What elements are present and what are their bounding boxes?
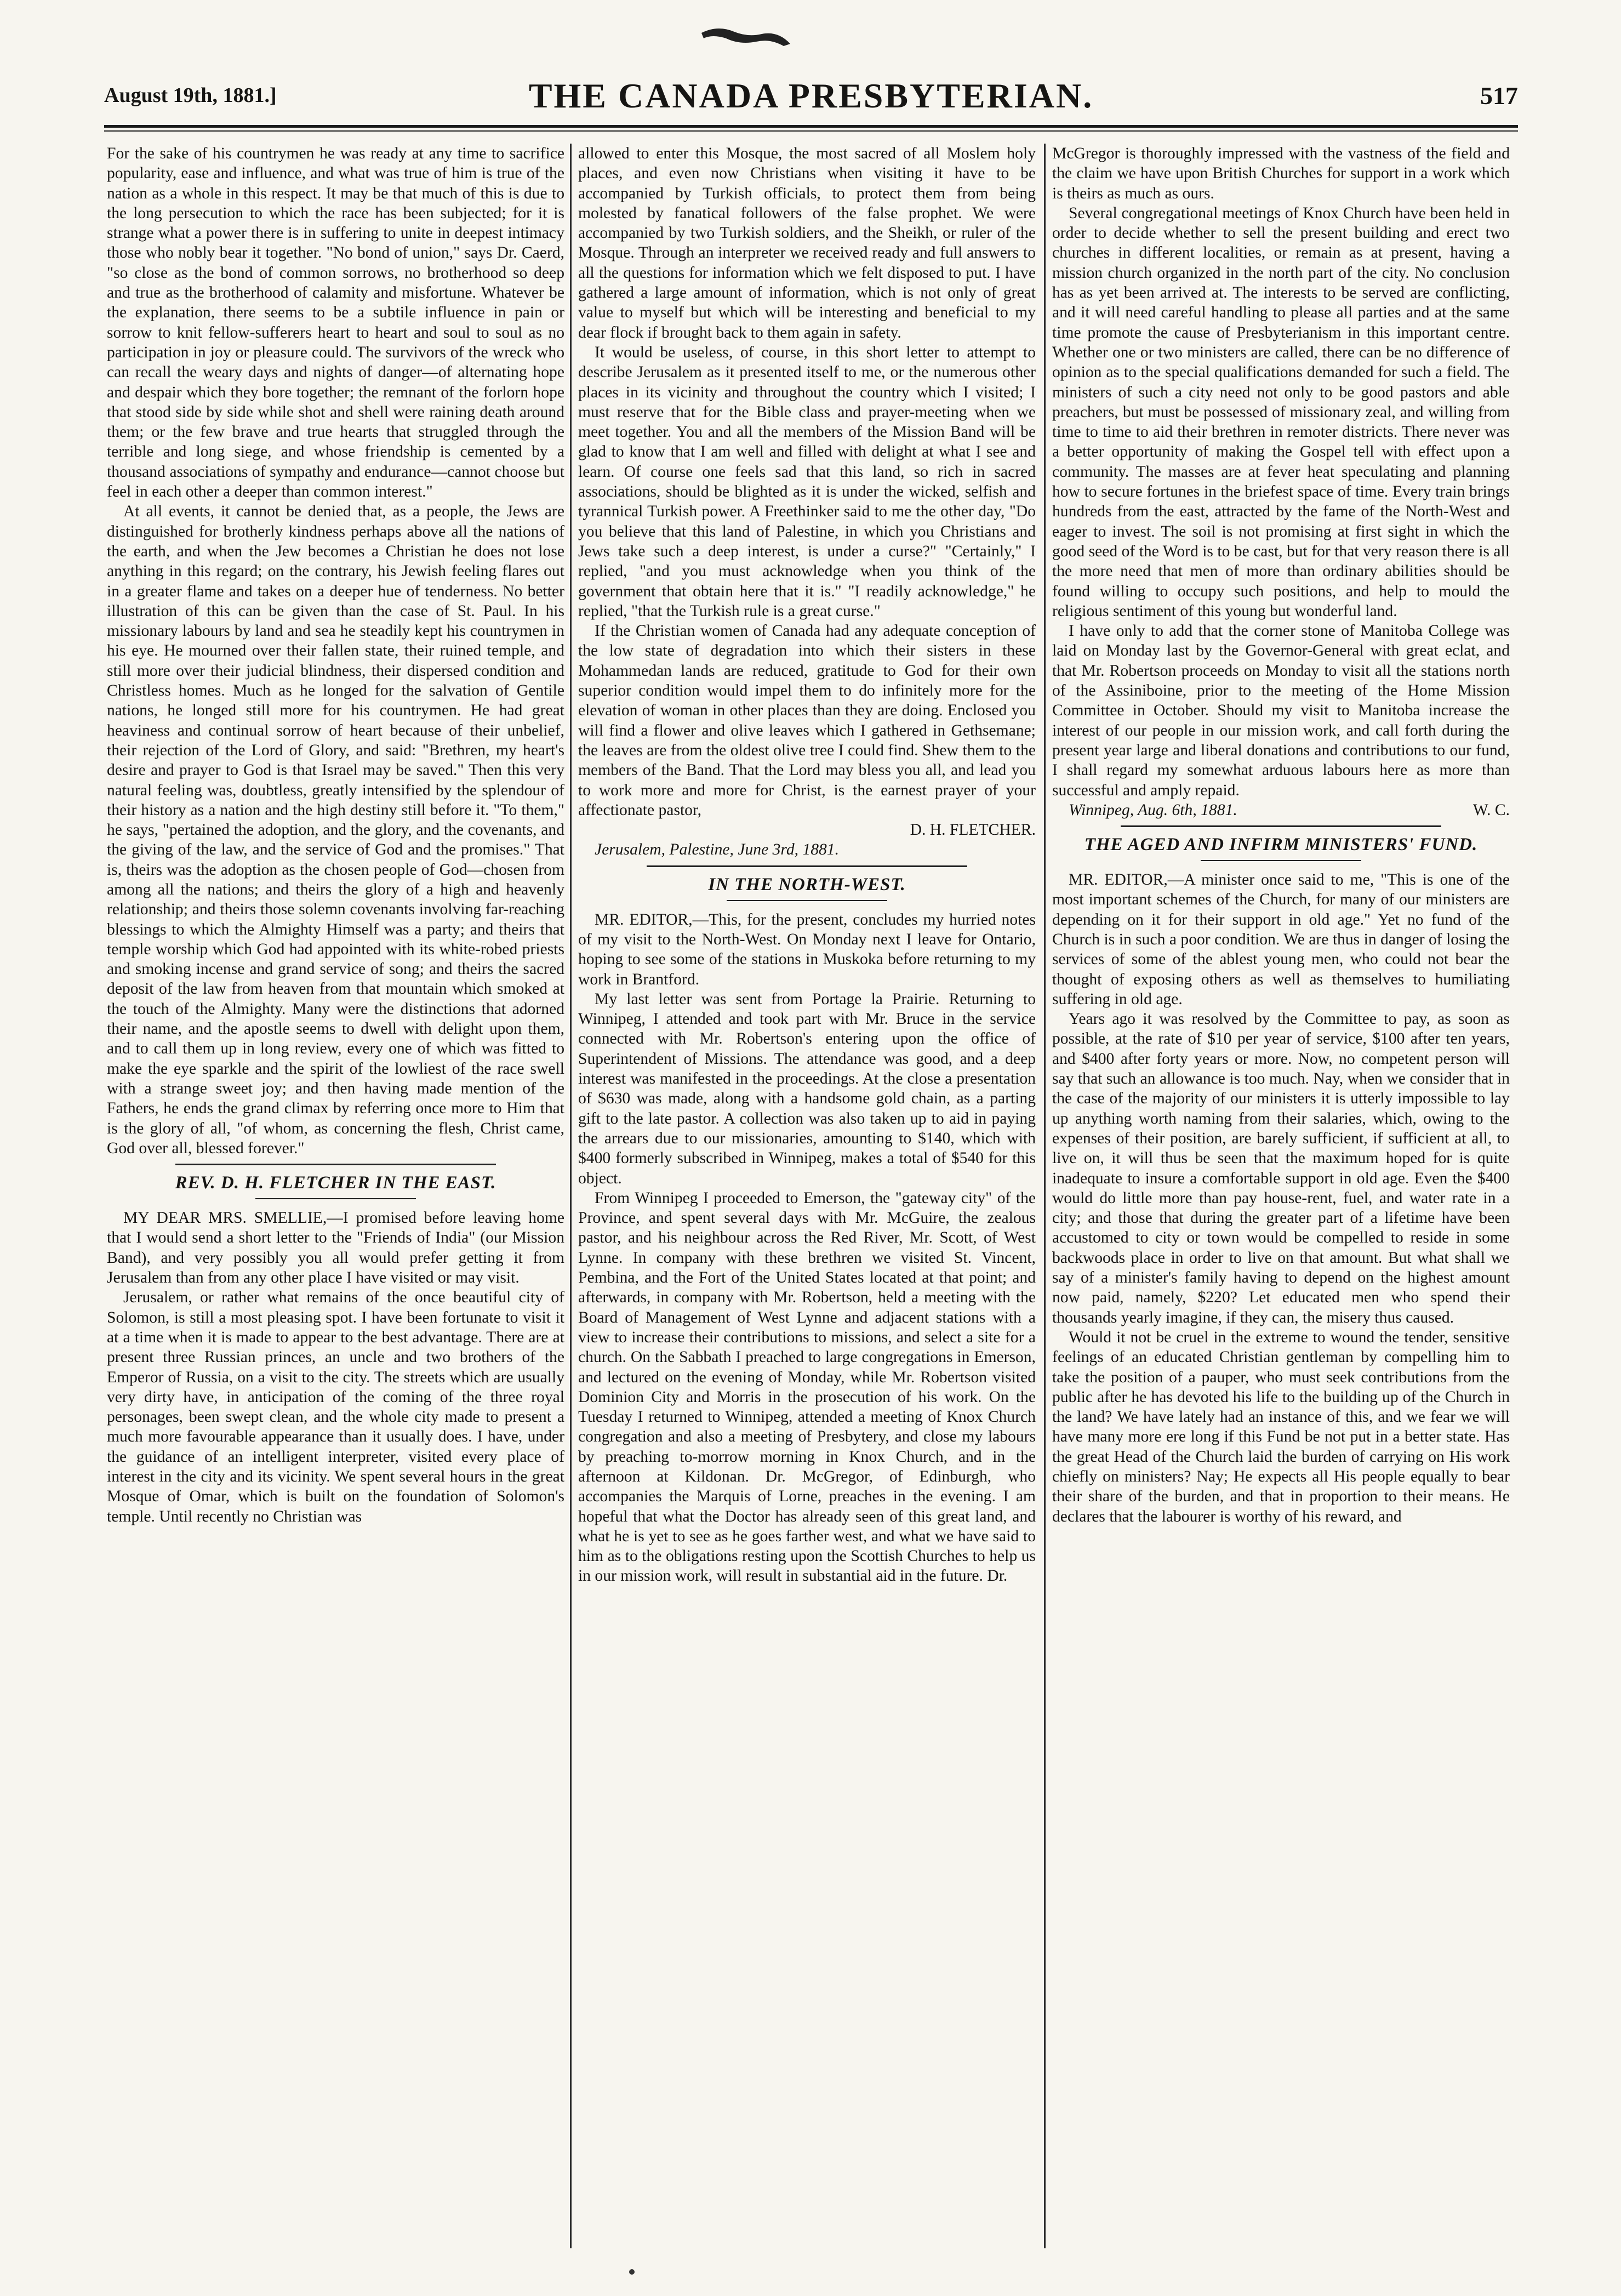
article-heading: IN THE NORTH-WEST. [708,874,906,895]
masthead-rule [104,125,1518,132]
section-rule [647,865,967,867]
paragraph: For the sake of his countrymen he was ready at any time to sacrifice popularity, ease and influence, and what was true of him is true of the nation as a whole in this respect. It may be that much of this is due to the long persecution to which the race has been subjected; for it is strange what a power there is in suffering to unite in deepest intimacy those who nobly bear it together. "No bond of union," says Dr. Caerd, "so close as the bond of common sorrows, no brotherhood so deep and true as the brotherhood of calamity and misfortune. Whatever be the explanation, there seems to be a subtile influence in pain or sorrow to knit fellow-sufferers heart to heart and soul to soul as no participation in joy or pleasure could. The survivors of the wreck who can recall the weary days and nights of danger—of alternating hope and despair which they bore together; the remnant of the forlorn hope that stood side by side while shot and shell were raining death around them; or the few brave and true hearts that struggled through the terrible and long siege, and whose friendship is cemented by a thousand associations of sympathy and endurance—cannot choose but feel in each other a deeper than common interest." [107,145,564,501]
article-heading: THE AGED AND INFIRM MINISTERS' FUND. [1084,835,1478,855]
column-1 [107,144,564,2259]
paragraph: It would be useless, of course, in this short letter to attempt to describe Jerusalem as it presented itself to me, or the numerous other places in its vicinity and throughout the country which I visited; I must reserve that for the Bible class and prayer-meeting when we meet together. You and all the members of the Mission Band will be glad to know that I am well and filled with delight at what I see and learn. Of course one feels sad that this land, so rich in sacred associations, should be blighted as it is under the wicked, selfish and tyrannical Turkish power. A Freethinker said to me the other day, "Do you believe that this land of Palestine, in which you Christians and Jews take such a deep interest, is under a curse?" "Certainly," I replied, "and you must acknowledge when you think of the government that obtain here that it is." "I readily acknowledge," he replied, "that the Turkish rule is a great curse." [578,343,1036,620]
column-2 [578,144,1036,2259]
paragraph: McGregor is thoroughly impressed with the vastness of the field and the claim we have upon British Churches for support in a work which is theirs as much as ours. [1052,145,1510,202]
paragraph: My last letter was sent from Portage la Prairie. Returning to Winnipeg, I attended and took part with Mr. Bruce in the service connected with Mr. Robertson's entering upon the office of Superintendent of Missions. The attendance was good, and a deep interest was manifested in the proceedings. At the close a presentation of $630 was made, along with a handsome gold chain, as a parting gift to the late pastor. A collection was also taken up to aid in paying the arrears due to our missionaries, amounting to $140, which with $400 formerly subscribed in Winnipeg, makes a total of $540 for this object. [578,990,1036,1187]
heading-rule [1201,860,1361,861]
paragraph: I have only to add that the corner stone of Manitoba College was laid on Monday last by the Governor-General with great eclat, and that Mr. Robertson proceeds on Monday to visit all the stations north of the Assiniboine, prior to the meeting of the Home Mission Committee in October. Should my visit to Manitoba increase the interest of our people in our mission work, and call forth during the present year large and liberal donations and contributions to our fund, I shall regard my somewhat arduous labours here as more than successful and amply repaid. [1052,622,1510,799]
paragraph: MR. EDITOR,—A minister once said to me, "This is one of the most important schemes of the Church, for many of our ministers are depending on it for their support in old age." Yet no fund of the Church is in such a poor condition. We are thus in danger of losing the services of some of the ablest young men, who could not bear the thought of exposing others as well as themselves to humiliating suffering in old age. [1052,871,1510,1008]
paragraph: MY DEAR MRS. SMELLIE,—I promised before leaving home that I would send a short letter to the "Friends of India" (our Mission Band), and very possibly you all would prefer getting it from Jerusalem than from any other place I have visited or may visit. [107,1209,564,1287]
paragraph: Jerusalem, or rather what remains of the once beautiful city of Solomon, is still a most pleasing spot. I have been fortunate to visit it at a time when it is made to appear to the best advantage. There are at present three Russian princes, an uncle and two brothers of the Emperor of Russia, on a visit to the city. The streets which are usually very dirty have, in anticipation of the coming of the three royal personages, been swept clean, and the whole city made to present a much more favourable appearance than it usually does. I have, under the guidance of an intelligent interpreter, visited every place of interest in the city and its vicinity. We spent several hours in the great Mosque of Omar, which is built on the foundation of Solomon's temple. Until recently no Christian was [107,1289,564,1525]
dateline: Jerusalem, Palestine, June 3rd, 1881. [595,841,840,859]
paragraph: From Winnipeg I proceeded to Emerson, the "gateway city" of the Province, and spent several days with Mr. McGuire, the zealous pastor, and his neighbour across the Red River, Mr. Scott, of West Lynne. In company with these brethren we visited St. Vincent, Pembina, and the Fort of the United States located at that point; and afterwards, in company with Mr. Robertson, held a meeting with the Board of Management of West Lynne and adjacent stations with a view to increase their contributions to missions, and select a site for a church. On the Sabbath I preached to large congregations in Emerson, and lectured on the evening of Monday, while Mr. Robertson visited Dominion City and Morris in the prosecution of his work. On the Tuesday I returned to Winnipeg, attended a meeting of Knox Church congregation and also a meeting of Presbytery, and close my labours by preaching to-morrow morning in Knox Church, and in the afternoon at Kildonan. Dr. McGregor, of Edinburgh, who accompanies the Marquis of Lorne, preaches in the evening. I am hopeful that what the Doctor has already seen of this great land, and what he is yet to see as he goes farther west, and what we have said to him as to the obligations resting upon the Scottish Churches to help us in our mission work, will result in substantial aid in the future. Dr. [578,1189,1036,1585]
column-divider [1044,144,1046,2248]
article-heading: REV. D. H. FLETCHER IN THE EAST. [175,1173,496,1193]
issue-date: August 19th, 1881.] [104,84,277,107]
place-and-initials [1052,800,1510,820]
section-rule [1121,825,1441,827]
paragraph: If the Christian women of Canada had any adequate conception of the low state of degradation into which their sisters in these Mohammedan lands are reduced, gratitude to God for their own superior condition would impel them to do infinitely more for the elevation of woman in other places than they are doing. Enclosed you will find a flower and olive leaves which I gathered in Gethsemane; the leaves are from the oldest olive tree I could find. Shew them to the members of the Band. That the Lord may bless you all, and lead you to work more and more for Christ, is the earnest prayer of your affectionate pastor, [578,622,1036,819]
paragraph: MR. EDITOR,—This, for the present, concludes my hurried notes of my visit to the North-West. On Monday next I leave for Ontario, hoping to see some of the stations in Muskoka before returning to my work in Brantford. [578,910,1036,988]
column-divider [570,144,572,2248]
paragraph: Several congregational meetings of Knox Church have been held in order to decide whether to sell the present building and erect two churches in different localities, or remain as at present, having a mission church organized in the north part of the city. No conclusion has as yet been arrived at. The interests to be served are conflicting, and it will need careful handling to please all parties and at the same time promote the cause of Presbyterianism in this important centre. Whether one or two ministers are called, there can be no difference of opinion as to the special qualifications demanded for such a field. The ministers of such a city need not only to be good pastors and able preachers, but must be possessed of missionary zeal, and willing from time to time to aid their brethren in remoter districts. There never was a better opportunity of making the Gospel tell with effect upon a community. The masses are at fever heat speculating and planning how to secure fortunes in the briefest space of time. Every train brings hundreds from the east, attracted by the fame of the North-West and eager to invest. The soil is not promising at first sight in which the good seed of the Word is to be cast, but for that very reason there is all the more need that men of more than ordinary abilities should be found willing to occupy such positions, and help to mould the religious sentiment of this young but wonderful land. [1052,204,1510,620]
ink-smudge [696,22,795,55]
paragraph: Would it not be cruel in the extreme to wound the tender, sensitive feelings of an educated Christian gentleman by compelling him to take the position of a pauper, who must seek contributions from the public after he has devoted his life to the building up of the Church in the land? We have lately had an instance of this, and we fear we will have many more ere long if this Fund be not put in a better state. Has the great Head of the Church laid the burden of carrying on His work chiefly on ministers? Nay; He expects all His people equally to bear their share of the burden, and that in proportion to their means. He declares that the labourer is worthy of his reward, and [1052,1328,1510,1525]
section-rule [175,1164,496,1165]
page-number: 517 [1480,82,1518,110]
masthead [104,71,1518,132]
heading-rule [255,1198,415,1199]
ink-speck [629,2269,635,2275]
author-initials: W. C. [1472,801,1510,819]
signature: D. H. FLETCHER. [910,821,1036,839]
paragraph: Years ago it was resolved by the Committee to pay, as soon as possible, at the rate of $10 per year of service, $100 after ten years, and $400 after forty years or more. Now, no competent person will say that such an allowance is too much. Nay, when we consider that in the case of the majority of our ministers it is utterly impossible to lay up anything worth naming from their salaries, which, owing to the expenses of their position, are barely sufficient, if sufficient at all, to live on, it will thus be seen that the maximum hoped for is quite inadequate to insure a comfortable support in old age. Even the $400 would do little more than pay house-rent, fuel, and water rate in a city; and those that during the greater part of a lifetime have been accustomed to city or town would be compelled to reside in some backwoods place in order to live on that amount. But what shall we say of a minister's family having to depend on the highest amount now paid, namely, $220? Let educated men who spend their thousands yearly imagine, if they can, the misery thus caused. [1052,1010,1510,1326]
column-3 [1052,144,1510,2259]
paragraph: allowed to enter this Mosque, the most sacred of all Moslem holy places, and even now Christians when visiting it have to be accompanied by Turkish officials, to protect them from being molested by fanatical followers of the false prophet. We were accompanied by two Turkish soldiers, and the Sheikh, or ruler of the Mosque. Through an interpreter we received ready and full answers to all the questions for information which we felt disposed to put. I have gathered a large amount of information, which is not only of great value to myself but which will be interesting and beneficial to my dear flock if brought back to them again in safety. [578,145,1036,341]
place-date: Winnipeg, Aug. 6th, 1881. [1069,801,1237,819]
newspaper-title: THE CANADA PRESBYTERIAN. [528,76,1094,115]
paragraph: At all events, it cannot be denied that, as a people, the Jews are distinguished for brotherly kindness perhaps above all the nations of the earth, and when the Jew becomes a Christian he does not lose anything in this regard; on the contrary, his Jewish feeling flares out in a greater flame and takes on a deeper hue of tenderness. No better illustration of this can be given than the case of St. Paul. In his missionary labours by land and sea he steadily kept his countrymen in his eye. He mourned over their fallen state, their ruined temple, and still more over their judicial blindness, their dispersed condition and Christless homes. Much as he longed for the salvation of Gentile nations, he longed still more for his countrymen. He had great heaviness and continual sorrow of heart because of their unbelief, their rejection of the Lord of Glory, and said: "Brethren, my heart's desire and prayer to God is that Israel may be saved." Then this very natural feeling was, doubtless, greatly intensified by the splendour of their history as a nation and the high destiny still before it. "To them," he says, "pertained the adoption, and the glory, and the covenants, and the giving of the law, and the service of God and the promises." That is, theirs was the adoption as the chosen people of God—chosen from among all the nations; and theirs the glory of a high and heavenly relationship; and theirs those solemn covenants involving far-reaching blessings to which the Almighty Himself was a party; and theirs that temple worship which God had appointed with its white-robed priests and smoking incense and grand service of song; and theirs the sacred deposit of the law from heaven from that mountain which smoked at the touch of the Almighty. Many were the distinctions that adorned their name, and the apostle seems to dwell with delight upon them, and to call them up in long review, every one of which was fitted to make the eye sparkle and the spirit of the lowliest of the race swell with a strange sweet joy; and then having made mention of the Fathers, he ends the grand climax by referring once more to Him that is the glory of all, "of whom, as concerning the flesh, Christ came, God over all, blessed forever." [107,503,564,1157]
heading-rule [727,900,887,901]
